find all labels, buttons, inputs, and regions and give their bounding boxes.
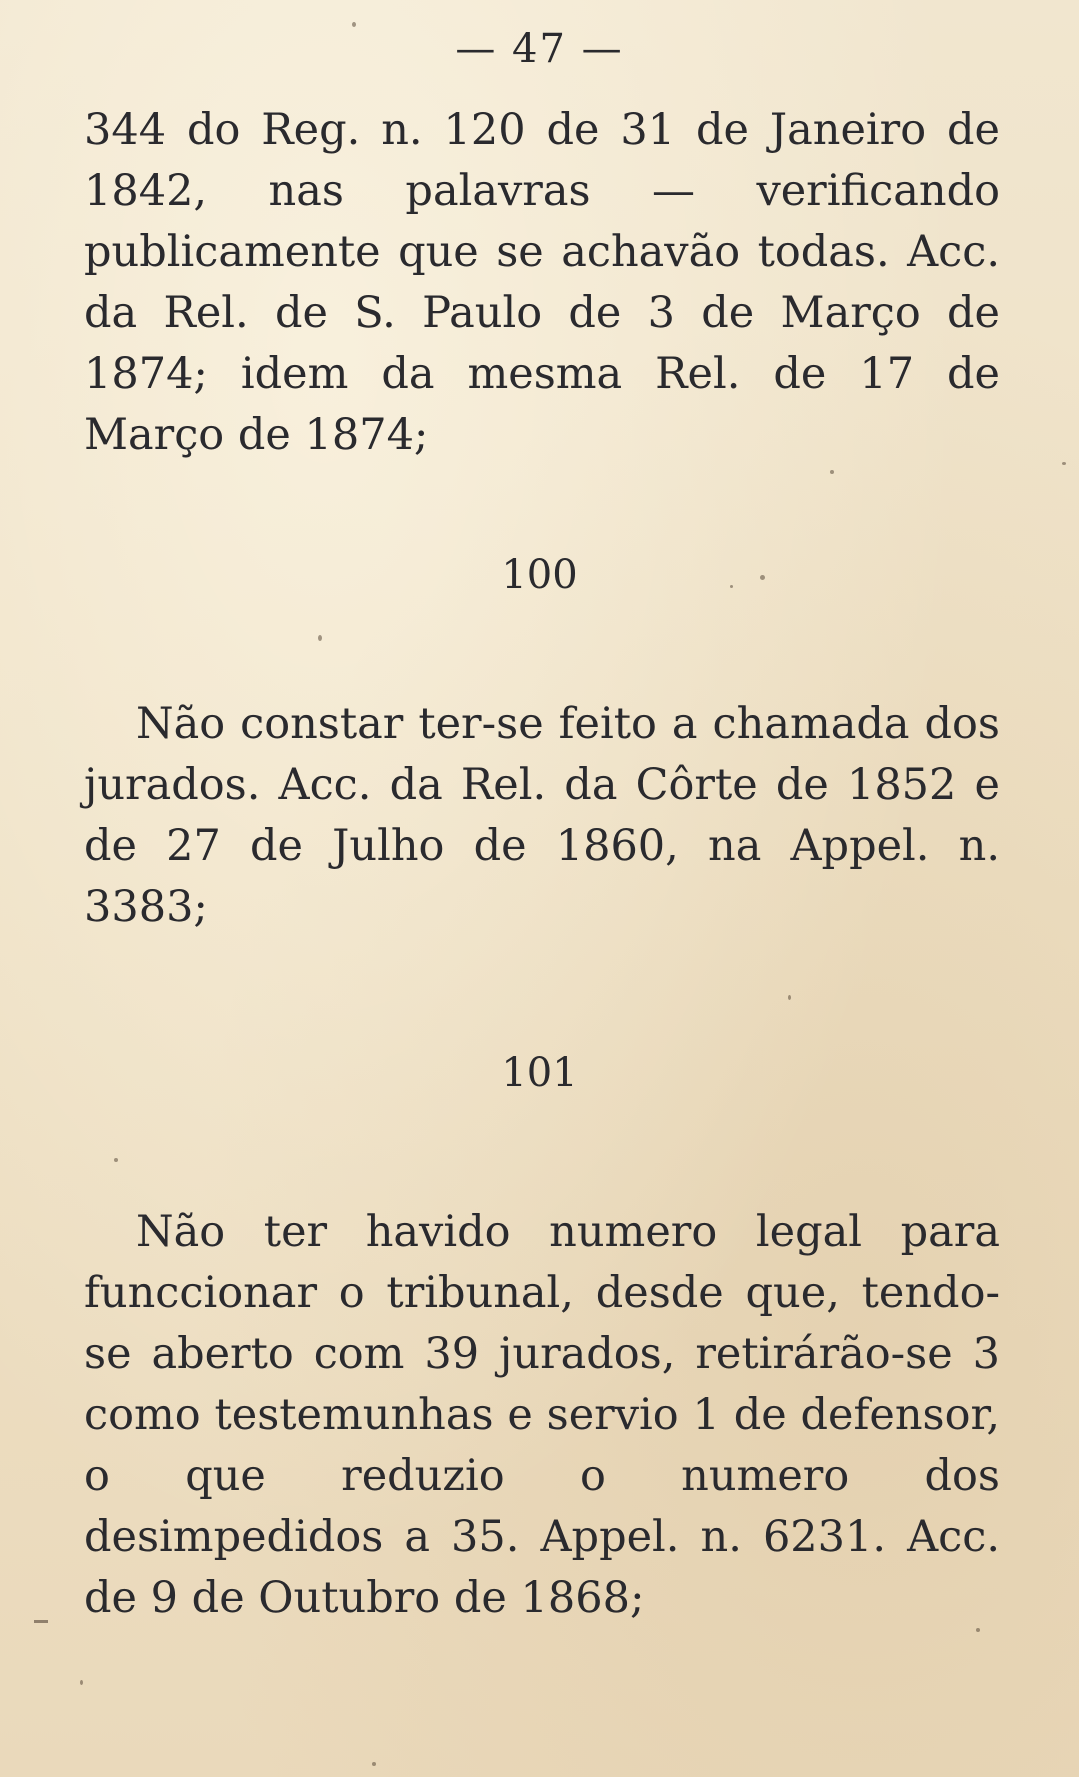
paper-speck [760,575,765,580]
paper-speck [352,22,356,27]
paragraph-100: Não constar ter-se feito a chamada dos jurados. Acc. da Rel. da Côrte de 1852 e de 27 de Julho de 1860, na Appel. n. 3383; [84,699,1000,932]
section-number-101: 101 [501,1050,578,1096]
paragraph-continuation: 344 do Reg. n. 120 de 31 de Janeiro de 1842, nas palavras — verificando publicamente que se achavão todas. Acc. da Rel. de S. Paulo de 3 de Março de 1874; idem da mesma Rel. de 17 de Março de 1874; [84,105,1000,460]
paper-speck [830,470,834,474]
paper-speck [80,1680,83,1685]
paper-speck [372,1762,376,1766]
section-number-100: 100 [501,552,578,598]
margin-mark [34,1620,48,1623]
page-number: — 47 — [455,26,624,72]
paper-speck [788,995,791,1000]
paper-speck [976,1628,980,1632]
paper-speck [1062,462,1066,465]
paper-speck [730,585,733,588]
paper-speck [318,635,322,641]
paper-speck [114,1158,118,1162]
paragraph-101: Não ter havido numero legal para funccionar o tribunal, desde que, tendo-se aberto com 39 jurados, retirárão-se 3 como testemunhas e servio 1 de defensor, o que reduzio o numero dos desimpedidos a 35. Appel. n. 6231. Acc. de 9 de Outubro de 1868; [84,1207,1000,1623]
